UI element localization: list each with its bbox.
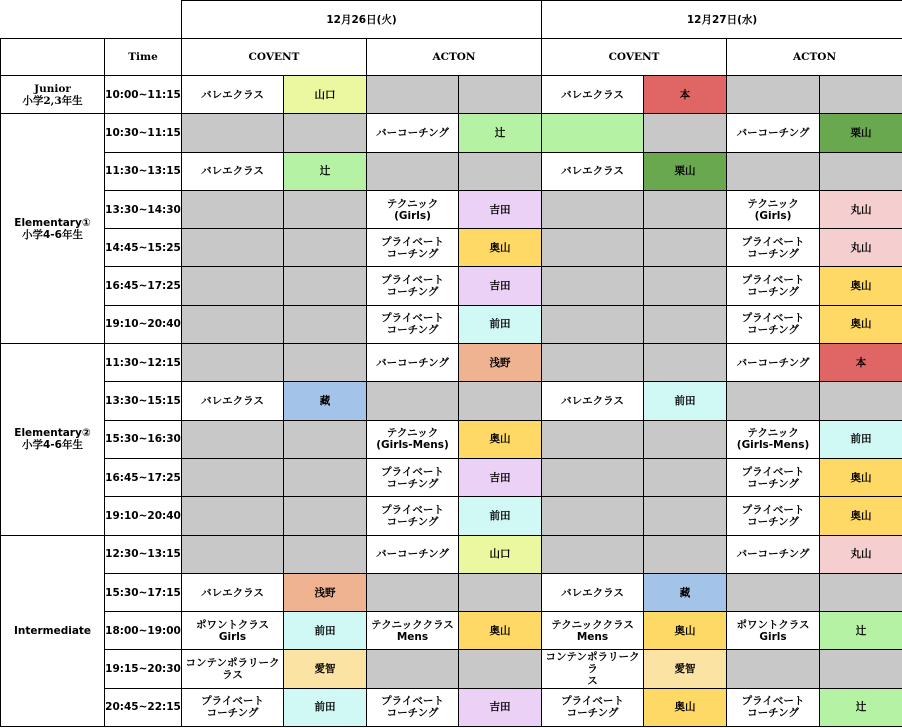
instructor-cell: 山口 <box>459 535 542 573</box>
class-name-line: プライベート <box>381 235 444 248</box>
class-name-line: コーチング <box>747 286 799 299</box>
instructor-cell: 奥山 <box>644 612 727 650</box>
instructor-cell: 奥山 <box>459 612 542 650</box>
class-cell <box>182 420 284 458</box>
instructor-cell <box>644 190 727 228</box>
class-name-line: コーチング <box>747 324 799 337</box>
class-name-line: (Girls-Mens) <box>376 439 449 452</box>
class-cell <box>542 650 644 688</box>
instructor-cell: 奥山 <box>459 420 542 458</box>
instructor-cell <box>644 458 727 496</box>
group-label <box>1 114 105 344</box>
class-name-line: コーチング <box>386 515 439 528</box>
class-cell <box>367 305 459 343</box>
instructor-cell: 前田 <box>820 420 902 458</box>
class-cell <box>182 344 284 382</box>
class-cell: バレエクラス <box>182 152 284 190</box>
class-cell <box>542 305 644 343</box>
class-name-line: ポワントクラス <box>736 618 810 631</box>
class-name-line: コーチング <box>566 707 619 720</box>
instructor-cell: 前田 <box>284 612 367 650</box>
instructor-cell: 浅野 <box>284 573 367 611</box>
instructor-cell: 前田 <box>284 688 367 726</box>
schedule-row <box>1 382 902 420</box>
instructor-cell: 本 <box>644 76 727 114</box>
class-cell <box>182 650 284 688</box>
class-name-line: コーチング <box>386 286 439 299</box>
instructor-cell: 藏 <box>284 382 367 420</box>
class-name-line: プライベート <box>561 695 624 708</box>
schedule-row <box>1 267 902 305</box>
instructor-cell <box>644 267 727 305</box>
venue-header-row <box>1 39 902 76</box>
class-cell <box>182 305 284 343</box>
instructor-cell: 吉田 <box>459 688 542 726</box>
instructor-cell: 前田 <box>459 305 542 343</box>
schedule-row <box>1 229 902 267</box>
time-cell: 10:00~11:15 <box>105 76 182 114</box>
class-cell <box>367 267 459 305</box>
class-cell <box>542 190 644 228</box>
class-cell <box>727 229 820 267</box>
class-name-line: プライベート <box>741 503 805 516</box>
instructor-cell: 奥山 <box>820 267 902 305</box>
schedule-row <box>1 688 902 726</box>
group-label-line: Intermediate <box>13 624 92 637</box>
class-name-line: プライベート <box>741 235 805 248</box>
class-cell <box>182 229 284 267</box>
time-cell: 19:15~20:30 <box>105 650 182 688</box>
group-label <box>1 535 105 726</box>
class-cell <box>367 688 459 726</box>
class-cell <box>727 497 820 535</box>
class-cell <box>182 688 284 726</box>
class-name-line: コーチング <box>206 707 259 720</box>
group-label <box>1 76 105 114</box>
corner-blank <box>1 1 182 39</box>
instructor-cell: 栗山 <box>644 152 727 190</box>
venue-header: COVENT <box>182 39 367 76</box>
class-cell: バーコーチング <box>367 535 459 573</box>
time-cell: 15:30~16:30 <box>105 420 182 458</box>
time-cell: 19:10~20:40 <box>105 497 182 535</box>
class-cell: バレエクラス <box>542 76 644 114</box>
instructor-cell: 奥山 <box>644 688 727 726</box>
class-name-line: コンテンポラリークラ <box>545 651 640 676</box>
instructor-cell <box>644 114 727 152</box>
class-name-line: コーチング <box>747 515 799 528</box>
class-cell: テクニッククラスMens <box>542 612 644 650</box>
class-cell <box>727 190 820 228</box>
instructor-cell <box>459 76 542 114</box>
time-cell: 10:30~11:15 <box>105 114 182 152</box>
schedule-row <box>1 76 902 114</box>
class-name-line: プライベート <box>741 312 805 325</box>
instructor-cell: 前田 <box>459 497 542 535</box>
instructor-cell: 辻 <box>284 152 367 190</box>
class-name-line: ラス <box>222 669 243 682</box>
class-cell <box>542 497 644 535</box>
class-name-line: テクニック <box>747 197 799 210</box>
class-name-line: プライベート <box>741 465 805 478</box>
class-name-line: テクニッククラス <box>371 618 454 631</box>
venue-header: ACTON <box>367 39 542 76</box>
class-name-line: プライベート <box>741 695 805 708</box>
class-name-line: プライベート <box>381 503 444 516</box>
class-cell <box>182 458 284 496</box>
schedule-row <box>1 420 902 458</box>
instructor-cell <box>644 420 727 458</box>
time-cell: 11:30~12:15 <box>105 344 182 382</box>
schedule-row <box>1 573 902 611</box>
date-header-row <box>1 1 902 39</box>
class-cell: バレエクラス <box>542 152 644 190</box>
class-cell: バーコーチング <box>727 344 820 382</box>
instructor-cell: 奥山 <box>820 497 902 535</box>
class-cell <box>367 382 459 420</box>
instructor-cell: 前田 <box>644 382 727 420</box>
class-cell: バーコーチング <box>727 114 820 152</box>
instructor-cell <box>284 458 367 496</box>
instructor-cell: 吉田 <box>459 267 542 305</box>
class-cell <box>542 688 644 726</box>
class-cell <box>542 458 644 496</box>
instructor-cell: 辻 <box>459 114 542 152</box>
class-cell: ポワントクラス Girls <box>182 612 284 650</box>
class-cell: バレエクラス <box>542 382 644 420</box>
class-name-line: コーチング <box>747 477 799 490</box>
class-name-line: コンテンポラリーク <box>185 657 280 670</box>
time-cell: 18:00~19:00 <box>105 612 182 650</box>
class-cell <box>727 76 820 114</box>
class-cell <box>367 420 459 458</box>
class-name-line: コーチング <box>386 247 439 260</box>
class-cell <box>727 688 820 726</box>
schedule-row <box>1 344 902 382</box>
schedule-row <box>1 612 902 650</box>
class-name-line: プライベート <box>381 465 444 478</box>
class-cell <box>542 420 644 458</box>
group-header-blank <box>1 39 105 76</box>
instructor-cell <box>284 497 367 535</box>
class-cell <box>367 76 459 114</box>
class-name-line: コーチング <box>386 324 439 337</box>
class-name-line: プライベート <box>381 274 444 287</box>
class-name-line: コーチング <box>747 707 799 720</box>
class-cell <box>367 573 459 611</box>
instructor-cell <box>820 650 902 688</box>
class-cell: バレエクラス <box>542 573 644 611</box>
instructor-cell <box>820 573 902 611</box>
time-cell: 11:30~13:15 <box>105 152 182 190</box>
class-cell <box>367 458 459 496</box>
class-name-line: コーチング <box>747 247 799 260</box>
class-name-line: (Girls) <box>754 209 792 222</box>
class-cell: バーコーチング <box>727 535 820 573</box>
group-label-line: 小学4-6年生 <box>22 228 83 241</box>
class-name-line: プライベート <box>381 695 444 708</box>
class-cell <box>367 152 459 190</box>
class-cell <box>542 535 644 573</box>
instructor-cell: 丸山 <box>820 190 902 228</box>
time-cell: 16:45~17:25 <box>105 458 182 496</box>
class-name-line: プライベート <box>201 695 264 708</box>
class-cell: バレエクラス <box>182 76 284 114</box>
class-cell <box>727 420 820 458</box>
class-cell <box>182 497 284 535</box>
class-cell <box>367 229 459 267</box>
class-cell <box>727 650 820 688</box>
instructor-cell <box>459 152 542 190</box>
instructor-cell <box>284 229 367 267</box>
class-cell <box>542 114 644 152</box>
class-cell <box>542 267 644 305</box>
class-cell <box>367 497 459 535</box>
time-header: Time <box>105 39 182 76</box>
time-cell: 12:30~13:15 <box>105 535 182 573</box>
schedule-row <box>1 152 902 190</box>
class-cell: バレエクラス <box>182 382 284 420</box>
class-name-line: ス <box>587 675 598 688</box>
instructor-cell <box>820 152 902 190</box>
instructor-cell <box>820 76 902 114</box>
instructor-cell: 吉田 <box>459 458 542 496</box>
instructor-cell: 本 <box>820 344 902 382</box>
class-cell <box>727 458 820 496</box>
group-label-line: 小学4-6年生 <box>22 439 83 452</box>
instructor-cell: 辻 <box>820 612 902 650</box>
group-label-line: Elementary① <box>14 216 91 229</box>
class-cell <box>367 190 459 228</box>
class-cell <box>727 612 820 650</box>
schedule-row <box>1 114 902 152</box>
class-cell <box>727 382 820 420</box>
instructor-cell <box>284 305 367 343</box>
class-name-line: コーチング <box>386 477 439 490</box>
schedule-row <box>1 305 902 343</box>
instructor-cell: 奥山 <box>459 229 542 267</box>
class-cell <box>182 267 284 305</box>
time-cell: 16:45~17:25 <box>105 267 182 305</box>
class-name-line: プライベート <box>741 274 805 287</box>
time-cell: 15:30~17:15 <box>105 573 182 611</box>
time-cell: 20:45~22:15 <box>105 688 182 726</box>
venue-header: ACTON <box>727 39 902 76</box>
instructor-cell <box>644 305 727 343</box>
group-label-line: 小学2,3年生 <box>22 94 83 107</box>
class-cell: バーコーチング <box>367 114 459 152</box>
group-label-line: Elementary② <box>14 427 91 440</box>
class-name-line: テクニック <box>386 197 439 210</box>
class-cell <box>367 612 459 650</box>
class-cell <box>727 152 820 190</box>
schedule-row <box>1 458 902 496</box>
instructor-cell <box>459 650 542 688</box>
time-cell: 19:10~20:40 <box>105 305 182 343</box>
instructor-cell <box>284 267 367 305</box>
instructor-cell <box>284 190 367 228</box>
instructor-cell: 藏 <box>644 573 727 611</box>
time-cell: 13:30~14:30 <box>105 190 182 228</box>
schedule-row <box>1 650 902 688</box>
class-name-line: Girls <box>759 630 787 643</box>
instructor-cell <box>284 420 367 458</box>
instructor-cell: 辻 <box>820 688 902 726</box>
date-header: 12月26日(火) <box>182 1 542 39</box>
instructor-cell: 奥山 <box>820 458 902 496</box>
class-name-line: テクニック <box>386 427 439 440</box>
class-cell <box>542 229 644 267</box>
instructor-cell: 丸山 <box>820 535 902 573</box>
venue-header: COVENT <box>542 39 727 76</box>
instructor-cell <box>644 344 727 382</box>
class-cell: バレエクラス <box>182 573 284 611</box>
instructor-cell <box>644 229 727 267</box>
class-cell <box>182 535 284 573</box>
class-name-line: Mens <box>396 630 429 643</box>
instructor-cell: 山口 <box>284 76 367 114</box>
class-name-line: コーチング <box>386 707 439 720</box>
class-name-line: プライベート <box>381 312 444 325</box>
class-cell <box>727 267 820 305</box>
time-cell: 14:45~15:25 <box>105 229 182 267</box>
instructor-cell <box>284 114 367 152</box>
instructor-cell: 丸山 <box>820 229 902 267</box>
group-label-line: Junior <box>34 82 71 95</box>
class-cell <box>542 344 644 382</box>
group-label <box>1 344 105 535</box>
class-cell <box>182 114 284 152</box>
class-cell <box>727 573 820 611</box>
class-name-line: (Girls-Mens) <box>736 439 810 452</box>
class-cell <box>727 305 820 343</box>
time-cell: 13:30~15:15 <box>105 382 182 420</box>
instructor-cell <box>644 497 727 535</box>
instructor-cell: 栗山 <box>820 114 902 152</box>
instructor-cell <box>459 573 542 611</box>
instructor-cell: 吉田 <box>459 190 542 228</box>
schedule-row <box>1 535 902 573</box>
schedule-row <box>1 497 902 535</box>
date-header: 12月27日(水) <box>542 1 902 39</box>
schedule-row <box>1 190 902 228</box>
class-cell <box>182 190 284 228</box>
class-name-line: (Girls) <box>394 209 431 222</box>
instructor-cell: 浅野 <box>459 344 542 382</box>
instructor-cell <box>644 535 727 573</box>
instructor-cell <box>820 382 902 420</box>
class-cell <box>367 650 459 688</box>
instructor-cell: 愛智 <box>284 650 367 688</box>
instructor-cell: 奥山 <box>820 305 902 343</box>
instructor-cell: 愛智 <box>644 650 727 688</box>
instructor-cell <box>459 382 542 420</box>
instructor-cell <box>284 535 367 573</box>
class-cell: バーコーチング <box>367 344 459 382</box>
class-name-line: テクニック <box>747 427 799 440</box>
instructor-cell <box>284 344 367 382</box>
